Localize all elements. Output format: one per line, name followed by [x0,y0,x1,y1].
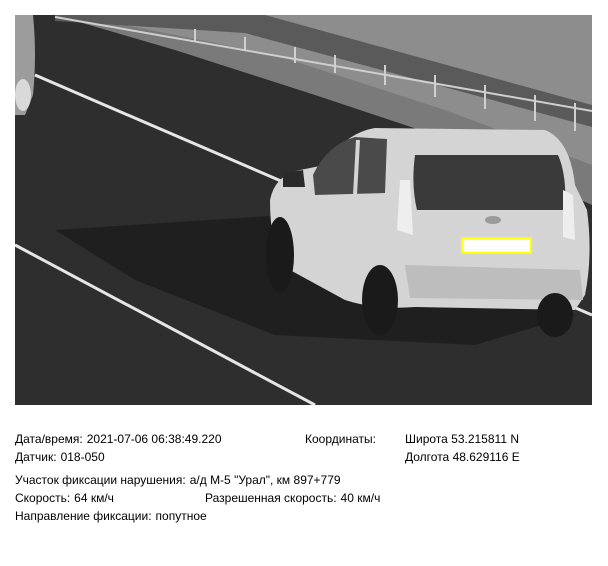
allowed-speed-value: 40 км/ч [340,491,381,505]
direction-row [15,509,207,523]
datetime-label: Дата/время: [15,432,83,446]
section-value: а/д М-5 "Урал", км 897+779 [189,473,341,487]
coords-label: Координаты: [305,432,376,446]
speed-value: 64 км/ч [74,491,114,505]
allowed-speed-label: Разрешенная скорость: [205,491,337,505]
longitude-value: Долгота 48.629116 E [405,450,520,464]
direction-label: Направление фиксации: [15,509,152,523]
allowed-speed-row [205,491,380,505]
speed-row [15,491,114,505]
datetime-value: 2021-07-06 06:38:49.220 [86,432,222,446]
direction-value: попутное [155,509,207,523]
datetime-row [15,432,222,446]
section-label: Участок фиксации нарушения: [15,473,186,487]
latitude-value: Широта 53.215811 N [405,432,519,446]
camera-photo [15,15,592,405]
speed-label: Скорость: [15,491,71,505]
license-plate-highlight [461,237,532,254]
sensor-label: Датчик: [15,450,57,464]
sensor-value: 018-050 [60,450,105,464]
sensor-row [15,450,105,464]
section-row [15,473,341,487]
